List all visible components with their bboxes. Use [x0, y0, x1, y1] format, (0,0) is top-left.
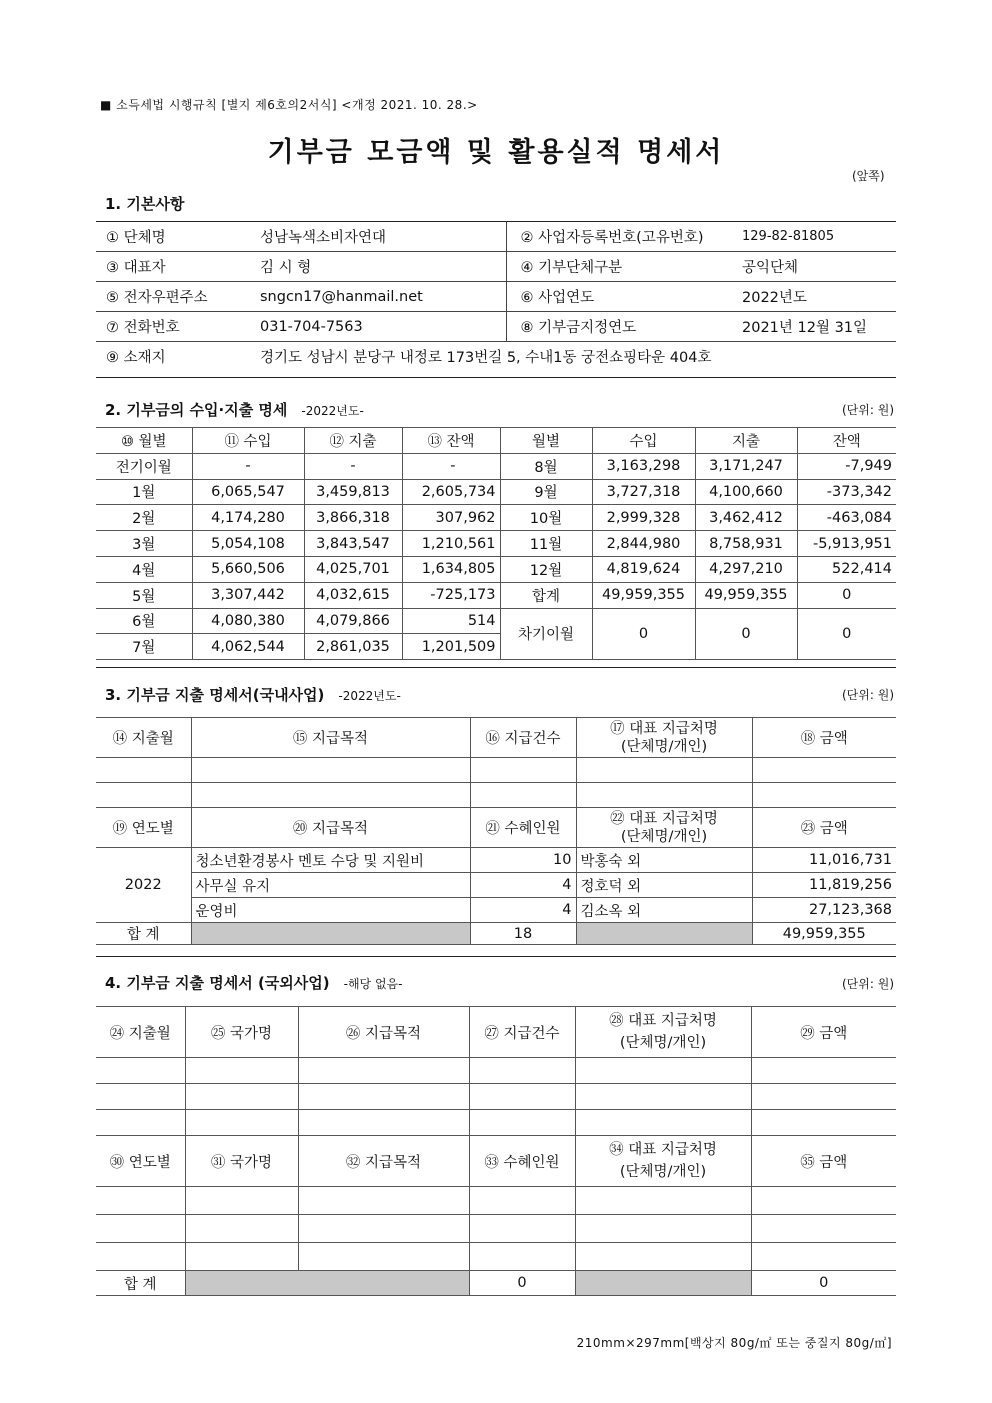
th-country: ㉕ 국가명	[185, 1007, 298, 1058]
cell: 27,123,368	[752, 898, 896, 923]
cell: 전기이월	[96, 453, 192, 479]
cell: 5,660,506	[192, 556, 304, 582]
total-label: 합 계	[96, 923, 191, 945]
empty-row	[96, 1058, 896, 1084]
table-row	[96, 848, 896, 873]
cell: 4,819,624	[592, 556, 695, 582]
cell: 1,201,509	[402, 634, 500, 660]
cell: 1,210,561	[402, 531, 500, 557]
cell: 10월	[500, 505, 592, 531]
cell: 49,959,355	[695, 582, 797, 608]
cell: 514	[402, 608, 500, 634]
th-count: ⑯ 지급건수	[470, 718, 576, 758]
table-row	[96, 479, 896, 505]
cell: 청소년환경봉사 멘토 수당 및 지원비	[191, 848, 470, 873]
cell: 8,758,931	[695, 531, 797, 557]
cell: 3,307,442	[192, 582, 304, 608]
cell: 4	[470, 898, 576, 923]
cell: 1월	[96, 479, 192, 505]
section3-heading: 3. 기부금 지출 명세서(국내사업) -2022년도-	[105, 686, 401, 704]
th-month-2: 월별	[500, 428, 592, 454]
year-label: ⑥ 사업연도	[506, 282, 738, 312]
designate-label: ⑧ 기부금지정연도	[506, 312, 738, 342]
table-header-row	[96, 1007, 896, 1058]
cell: 3,462,412	[695, 505, 797, 531]
cell: 307,962	[402, 505, 500, 531]
th-expense: ⑫ 지출	[304, 428, 402, 454]
cell: -	[402, 453, 500, 479]
total-row	[96, 923, 896, 945]
cell: 6,065,547	[192, 479, 304, 505]
th-balance: ⑬ 잔액	[402, 428, 500, 454]
paper-spec-footer: 210mm×297mm[백상지 80g/㎡ 또는 중질지 80g/㎡]	[576, 1336, 892, 1350]
cell: 2,999,328	[592, 505, 695, 531]
cell: -	[304, 453, 402, 479]
cell: -	[192, 453, 304, 479]
shaded-cell	[576, 923, 752, 945]
th-purpose: ㉖ 지급목적	[298, 1007, 469, 1058]
cell: -725,173	[402, 582, 500, 608]
cell: 10	[470, 848, 576, 873]
empty-row	[96, 1215, 896, 1243]
phone-value: 031-704-7563	[256, 312, 506, 342]
cell: 4	[470, 873, 576, 898]
table-header-row	[96, 1136, 896, 1187]
cell: 3,459,813	[304, 479, 402, 505]
cell: -463,084	[797, 505, 896, 531]
document-title: 기부금 모금액 및 활용실적 명세서	[267, 137, 725, 168]
cell: 11,819,256	[752, 873, 896, 898]
section4-heading: 4. 기부금 지출 명세서 (국외사업) -해당 없음-	[105, 974, 403, 992]
cell: 7월	[96, 634, 192, 660]
empty-row	[96, 1110, 896, 1136]
cell: 0	[797, 608, 896, 660]
overseas-expense-table	[96, 1006, 896, 1296]
address-label: ⑨ 소재지	[96, 342, 256, 372]
table-row	[96, 898, 896, 923]
th-income-2: 수입	[592, 428, 695, 454]
cell: 11,016,731	[752, 848, 896, 873]
th-amount-b: ㉓ 금액	[752, 808, 896, 848]
year-cell: 2022	[96, 848, 191, 923]
cell: 3,866,318	[304, 505, 402, 531]
empty-row	[96, 1243, 896, 1271]
th-recipient-b: ㉞ 대표 지급처명 (단체명/개인)	[575, 1136, 751, 1187]
section2-unit: (단위: 원)	[842, 403, 894, 417]
cell: 5,054,108	[192, 531, 304, 557]
email-label: ⑤ 전자우편주소	[96, 282, 256, 312]
section4-unit: (단위: 원)	[842, 977, 894, 991]
rep-value: 김 시 형	[256, 252, 506, 282]
th-amount-b: ㉟ 금액	[751, 1136, 896, 1187]
th-purpose: ⑮ 지급목적	[191, 718, 470, 758]
cell: 4,025,701	[304, 556, 402, 582]
cell: 0	[695, 608, 797, 660]
cell: 4,062,544	[192, 634, 304, 660]
table-header-row	[96, 428, 896, 454]
cell: 합계	[500, 582, 592, 608]
th-year: ⑲ 연도별	[96, 808, 191, 848]
cell: 12월	[500, 556, 592, 582]
type-label: ④ 기부단체구분	[506, 252, 738, 282]
cell: 8월	[500, 453, 592, 479]
cell: 6월	[96, 608, 192, 634]
th-beneficiaries: ㉝ 수혜인원	[469, 1136, 575, 1187]
cell: 3월	[96, 531, 192, 557]
address-value: 경기도 성남시 분당구 내정로 173번길 5, 수내1동 궁전쇼핑타운 404호	[256, 342, 896, 372]
section1-bottom-rule	[96, 377, 896, 378]
th-year: ㉚ 연도별	[96, 1136, 185, 1187]
type-value: 공익단체	[738, 252, 896, 282]
form-reference-note: ■ 소득세법 시행규칙 [별지 제6호의2서식] <개정 2021. 10. 28.>	[100, 98, 478, 112]
th-amount: ㉙ 금액	[751, 1007, 896, 1058]
th-amount: ⑱ 금액	[752, 718, 896, 758]
org-name-label: ① 단체명	[96, 222, 256, 252]
income-expense-table	[96, 427, 896, 660]
bizno-value: 129-82-81805	[738, 222, 896, 252]
cell: 4,080,380	[192, 608, 304, 634]
th-purpose-b: ㉜ 지급목적	[298, 1136, 469, 1187]
th-income: ⑪ 수입	[192, 428, 304, 454]
shaded-cell	[191, 923, 470, 945]
bizno-label: ② 사업자등록번호(고유번호)	[506, 222, 738, 252]
cell: 정호덕 외	[576, 873, 752, 898]
th-balance-2: 잔액	[797, 428, 896, 454]
year-value: 2022년도	[738, 282, 896, 312]
cell: 4,297,210	[695, 556, 797, 582]
cell: 4월	[96, 556, 192, 582]
cell: 4,100,660	[695, 479, 797, 505]
table-header-row	[96, 808, 896, 848]
cell: 2,861,035	[304, 634, 402, 660]
th-beneficiaries: ㉑ 수혜인원	[470, 808, 576, 848]
empty-row	[96, 1084, 896, 1110]
total-amount: 0	[751, 1271, 896, 1296]
table-row	[96, 608, 896, 634]
table-row	[96, 873, 896, 898]
section3-unit: (단위: 원)	[842, 688, 894, 702]
cell: 3,163,298	[592, 453, 695, 479]
cell: 차기이월	[500, 608, 592, 660]
table-row	[96, 505, 896, 531]
cell: 김소옥 외	[576, 898, 752, 923]
cell: 3,171,247	[695, 453, 797, 479]
cell: 3,843,547	[304, 531, 402, 557]
section3-bottom-rule	[96, 956, 896, 957]
table-row	[96, 556, 896, 582]
cell: 9월	[500, 479, 592, 505]
total-count: 18	[470, 923, 576, 945]
cell: -7,949	[797, 453, 896, 479]
shaded-cell	[185, 1271, 469, 1296]
cell: 3,727,318	[592, 479, 695, 505]
total-count: 0	[469, 1271, 575, 1296]
cell: 4,174,280	[192, 505, 304, 531]
cell: 4,032,615	[304, 582, 402, 608]
page-side-label: (앞쪽)	[852, 169, 885, 183]
table-header-row	[96, 718, 896, 758]
cell: 522,414	[797, 556, 896, 582]
basic-info-table	[96, 221, 896, 371]
th-purpose-b: ⑳ 지급목적	[191, 808, 470, 848]
cell: 1,634,805	[402, 556, 500, 582]
cell: -373,342	[797, 479, 896, 505]
th-expense-month: ㉔ 지출월	[96, 1007, 185, 1058]
total-row	[96, 1271, 896, 1296]
empty-row	[96, 783, 896, 808]
cell: 2월	[96, 505, 192, 531]
th-recipient: ㉘ 대표 지급처명 (단체명/개인)	[575, 1007, 751, 1058]
cell: 2,605,734	[402, 479, 500, 505]
email-value: sngcn17@hanmail.net	[256, 282, 506, 312]
cell: 0	[797, 582, 896, 608]
table-row	[96, 531, 896, 557]
th-expense-month: ⑭ 지출월	[96, 718, 191, 758]
cell: 4,079,866	[304, 608, 402, 634]
table-row	[96, 582, 896, 608]
phone-label: ⑦ 전화번호	[96, 312, 256, 342]
empty-row	[96, 758, 896, 783]
cell: 5월	[96, 582, 192, 608]
cell: 11월	[500, 531, 592, 557]
total-amount: 49,959,355	[752, 923, 896, 945]
empty-row	[96, 1187, 896, 1215]
shaded-cell	[575, 1271, 751, 1296]
cell: 사무실 유지	[191, 873, 470, 898]
rep-label: ③ 대표자	[96, 252, 256, 282]
th-recipient: ⑰ 대표 지급처명 (단체명/개인)	[576, 718, 752, 758]
domestic-expense-table	[96, 717, 896, 945]
table-row	[96, 453, 896, 479]
cell: 운영비	[191, 898, 470, 923]
cell: 박홍숙 외	[576, 848, 752, 873]
section2-bottom-rule	[96, 667, 896, 668]
section1-heading: 1. 기본사항	[105, 195, 185, 213]
cell: 0	[592, 608, 695, 660]
th-country-b: ㉛ 국가명	[185, 1136, 298, 1187]
section2-heading: 2. 기부금의 수입·지출 명세 -2022년도-	[105, 401, 364, 419]
cell: -5,913,951	[797, 531, 896, 557]
cell: 49,959,355	[592, 582, 695, 608]
th-count: ㉗ 지급건수	[469, 1007, 575, 1058]
total-label: 합 계	[96, 1271, 185, 1296]
cell: 2,844,980	[592, 531, 695, 557]
designate-value: 2021년 12월 31일	[738, 312, 896, 342]
th-month: ⑩ 월별	[96, 428, 192, 454]
th-expense-2: 지출	[695, 428, 797, 454]
th-recipient-b: ㉒ 대표 지급처명 (단체명/개인)	[576, 808, 752, 848]
org-name-value: 성남녹색소비자연대	[256, 222, 506, 252]
